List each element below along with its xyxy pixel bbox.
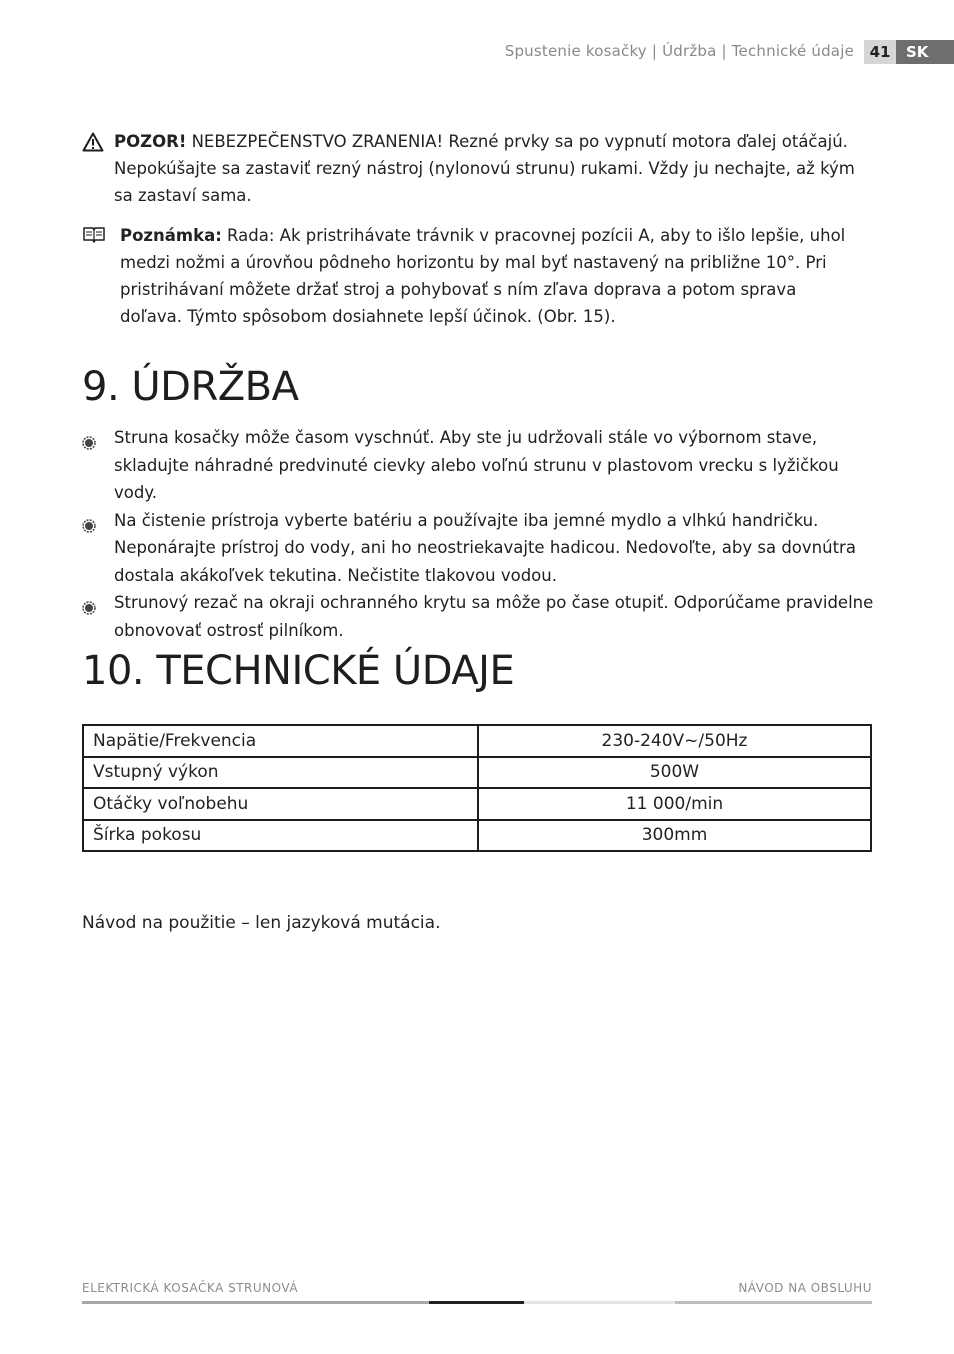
- table-row: [83, 788, 871, 820]
- list-item-text: Na čistenie prístroja vyberte batériu a používajte iba jemné mydlo a vlhkú handričku. Neponárajte prístroj do vody, ani ho neostriekavajte hadicou. Nedovoľte, aby sa dovnútra dostala akákoľvek tekutina. Nečistite tlakovou vodou.: [114, 510, 856, 585]
- spec-table: [82, 724, 872, 852]
- footer-rule-segment: [82, 1301, 429, 1304]
- spec-label: Šírka pokosu: [83, 820, 478, 852]
- warning-notice: [82, 128, 874, 209]
- maintenance-list: [82, 424, 882, 644]
- language-badge: SK: [896, 40, 954, 64]
- footer-manual-label: NÁVOD NA OBSLUHU: [738, 1281, 872, 1295]
- spec-value: 500W: [478, 757, 871, 789]
- note-text: Rada: Ak pristrihávate trávnik v pracovnej pozícii A, aby to išlo lepšie, uhol medzi nožmi a úrovňou pôdneho horizontu by mal byť nastavený na približne 10°. Pri pristrihávaní môžete držať stroj a pohybovať s ním zľava doprava a potom sprava doľava. Týmto spôsobom dosiahnete lepší účinok. (Obr. 15).: [120, 226, 846, 326]
- footer-rule-segment: [524, 1301, 675, 1304]
- note-notice: [82, 222, 860, 330]
- note-label: Poznámka:: [120, 226, 222, 245]
- spec-label: Otáčky voľnobehu: [83, 788, 478, 820]
- footer-rule-segment: [429, 1301, 524, 1304]
- breadcrumb: Spustenie kosačky | Údržba | Technické údaje: [504, 42, 854, 60]
- table-row: [83, 820, 871, 852]
- spec-label: Vstupný výkon: [83, 757, 478, 789]
- section-title-maintenance: 9. ÚDRŽBA: [82, 364, 299, 410]
- section-title-specs: 10. TECHNICKÉ ÚDAJE: [82, 648, 515, 694]
- spec-label: Napätie/Frekvencia: [83, 725, 478, 757]
- list-item: [82, 424, 882, 507]
- bullet-icon: [82, 431, 96, 459]
- list-item: [82, 507, 882, 590]
- bullet-icon: [82, 514, 96, 542]
- list-item-text: Strunový rezač na okraji ochranného krytu sa môže po čase otupiť. Odporúčame pravidelne obnovovať ostrosť pilníkom.: [114, 593, 874, 640]
- spec-value: 230-240V~/50Hz: [478, 725, 871, 757]
- footer-rule-segment: [675, 1301, 872, 1304]
- page-number: 41: [864, 40, 896, 64]
- warning-label: POZOR!: [114, 132, 187, 151]
- warning-text: NEBEZPEČENSTVO ZRANENIA! Rezné prvky sa po vypnutí motora ďalej otáčajú. Nepokúšajte sa zastaviť rezný nástroj (nylonovú strunu) rukami. Vždy ju nechajte, až kým sa zastaví sama.: [114, 132, 855, 205]
- table-row: [83, 725, 871, 757]
- note-book-icon: [82, 224, 106, 251]
- list-item-text: Struna kosačky môže časom vyschnúť. Aby ste ju udržovali stále vo výbornom stave, skladujte náhradné predvinuté cievky alebo voľnú strunu v plastovom vrecku s lyžičkou vody.: [114, 428, 839, 502]
- warning-triangle-icon: [82, 132, 104, 160]
- spec-value: 300mm: [478, 820, 871, 852]
- translation-note: Návod na použitie – len jazyková mutácia.: [82, 913, 441, 933]
- list-item: [82, 589, 882, 644]
- table-row: [83, 757, 871, 789]
- spec-value: 11 000/min: [478, 788, 871, 820]
- footer-product-name: ELEKTRICKÁ KOSAČKA STRUNOVÁ: [82, 1281, 299, 1295]
- bullet-icon: [82, 596, 96, 624]
